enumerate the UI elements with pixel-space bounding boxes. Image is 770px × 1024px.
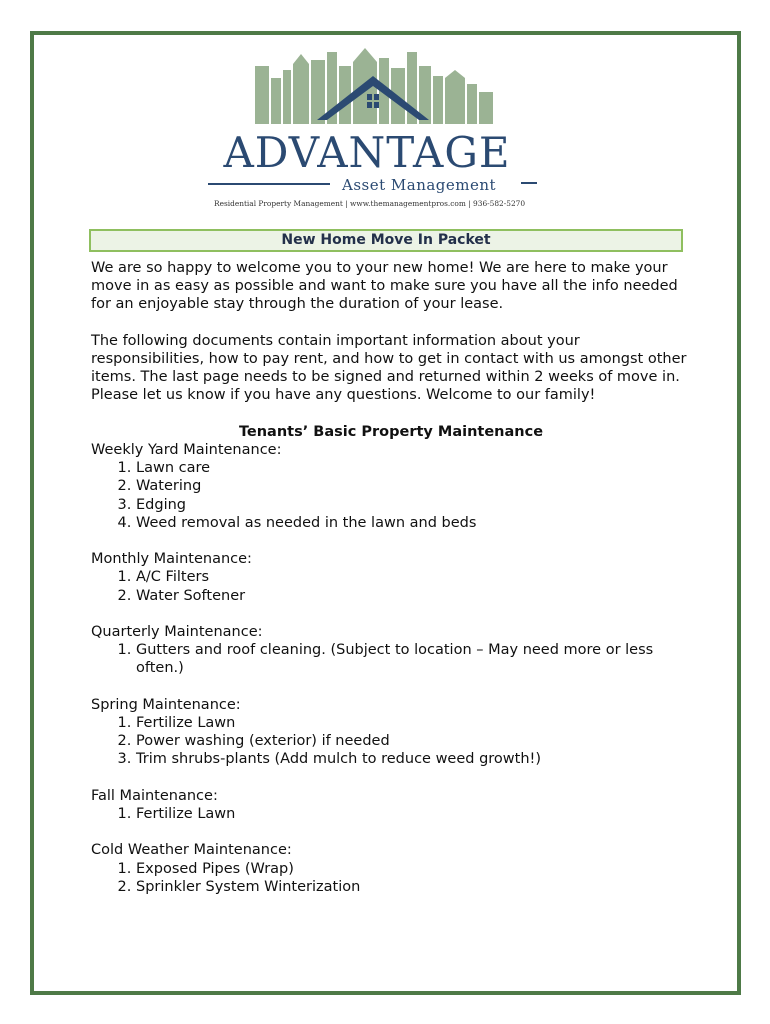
list-item: 1. Fertilize Lawn xyxy=(136,714,691,732)
section-heading: Spring Maintenance: xyxy=(91,696,241,713)
list-item: 2. Sprinkler System Winterization xyxy=(136,878,691,896)
list-item: 1. Gutters and roof cleaning. (Subject to location – May need more or less often.) xyxy=(136,641,691,677)
section-heading: Cold Weather Maintenance: xyxy=(91,842,292,859)
maintenance-list xyxy=(91,568,691,604)
list-item: 2. Watering xyxy=(136,477,691,495)
list-item: 3. Trim shrubs-plants (Add mulch to reduce weed growth!) xyxy=(136,750,691,768)
document-body xyxy=(91,259,691,896)
maintenance-list xyxy=(91,641,691,677)
section-heading: Weekly Yard Maintenance: xyxy=(91,442,282,458)
section-heading: Fall Maintenance: xyxy=(91,787,218,804)
list-item: 2. Water Softener xyxy=(136,587,691,605)
section-heading: Monthly Maintenance: xyxy=(91,551,252,568)
packet-title: New Home Move In Packet xyxy=(89,229,683,252)
maintenance-list xyxy=(91,860,691,896)
list-item: 3. Edging xyxy=(136,496,691,514)
maintenance-title: Tenants’ Basic Property Maintenance xyxy=(238,423,544,440)
logo-tagline: Residential Property Management | www.themanagementpros.com | 936-582-5270 xyxy=(214,199,526,208)
intro-paragraph: We are so happy to welcome you to your new home! We are here to make your move in as easy as possible and want to make sure you have all the info needed for an enjoyable stay through the duration of your lease. xyxy=(91,260,678,313)
list-item: 1. Exposed Pipes (Wrap) xyxy=(136,860,691,878)
list-item: 4. Weed removal as needed in the lawn and beds xyxy=(136,514,691,532)
section-heading: Quarterly Maintenance: xyxy=(91,624,263,640)
maintenance-list xyxy=(91,714,691,769)
brand-subtitle: Asset Management xyxy=(342,176,497,194)
list-item: 2. Power washing (exterior) if needed xyxy=(136,732,691,750)
maintenance-list xyxy=(91,459,691,532)
intro-paragraph: The following documents contain important information about your responsibilities, how to pay rent, and how to get in contact with us amongst other items. The last page needs to be signed and returned within 2 weeks of move in. Please let us know if you have any questions. Welcome to our family! xyxy=(91,332,687,404)
list-item: 1. A/C Filters xyxy=(136,568,691,586)
list-item: 1. Lawn care xyxy=(136,459,691,477)
maintenance-list xyxy=(91,805,691,823)
brand-name: ADVANTAGE xyxy=(223,128,511,177)
list-item: 1. Fertilize Lawn xyxy=(136,805,691,823)
